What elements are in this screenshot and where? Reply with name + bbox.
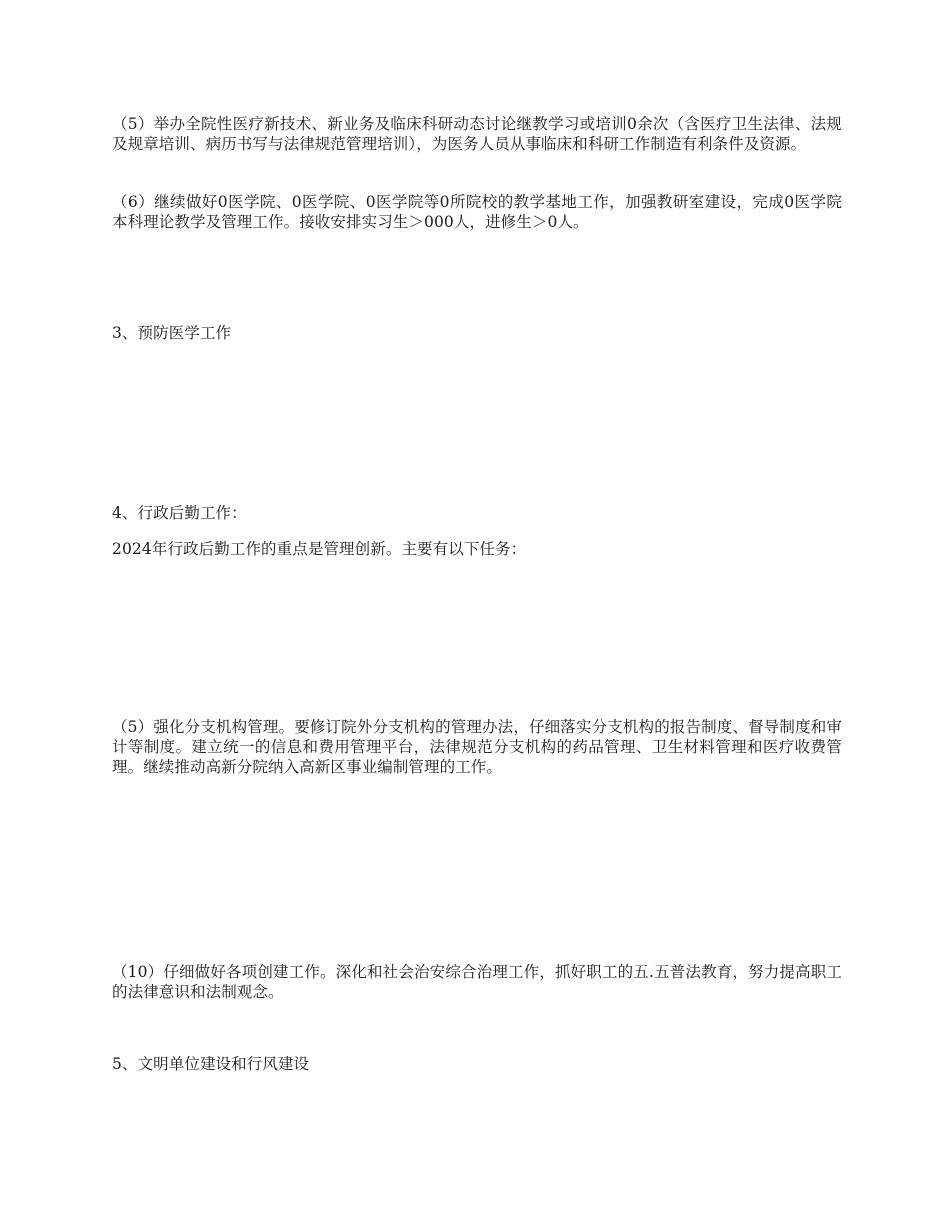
paragraph-admin-focus: 2024年行政后勤工作的重点是管理创新。主要有以下任务：: [112, 540, 527, 558]
paragraph-teaching-base: （6）继续做好0医学院、0医学院、0医学院等0所院校的教学基地工作，加强教研室建设，完成0医学院本科理论教学及管理工作。接收安排实习生＞000人，进修生＞0人。: [112, 193, 842, 231]
heading-admin-logistics: 4、行政后勤工作：: [112, 504, 247, 522]
heading-civilized-unit: 5、文明单位建设和行风建设: [112, 1055, 310, 1073]
heading-preventive-medicine: 3、预防医学工作: [112, 324, 232, 342]
paragraph-creation-work: （10）仔细做好各项创建工作。深化和社会治安综合治理工作，抓好职工的五.五普法教育，努力提高职工的法律意识和法制观念。: [112, 963, 842, 1001]
paragraph-training: （5）举办全院性医疗新技术、新业务及临床科研动态讨论继教学习或培训0余次（含医疗卫生法律、法规及规章培训、病历书写与法律规范管理培训），为医务人员从事临床和科研工作制造有利条件及资源。: [112, 115, 842, 153]
paragraph-branch-management: （5）强化分支机构管理。要修订院外分支机构的管理办法，仔细落实分支机构的报告制度、督导制度和审计等制度。建立统一的信息和费用管理平台，法律规范分支机构的药品管理、卫生材料管理和医疗收费管理。继续推动高新分院纳入高新区事业编制管理的工作。: [112, 718, 842, 776]
